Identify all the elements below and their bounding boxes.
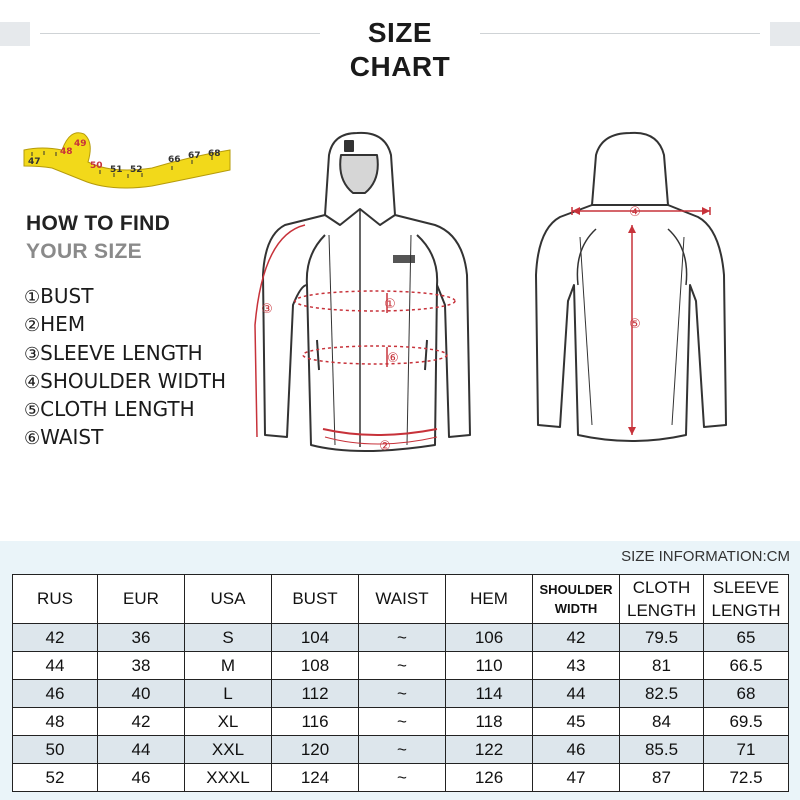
jacket-back-diagram: [520, 125, 760, 455]
table-cell: 48: [13, 708, 98, 736]
table-cell: 36: [98, 624, 185, 652]
table-body: [13, 624, 789, 792]
table-cell: XXXL: [185, 764, 272, 792]
table-cell: 66.5: [704, 652, 789, 680]
table-cell: 38: [98, 652, 185, 680]
table-cell: 52: [13, 764, 98, 792]
table-cell: ~: [359, 624, 446, 652]
jacket-front-diagram: [245, 125, 475, 470]
measurement-label: HEM: [40, 312, 86, 337]
measurement-mark: ③: [24, 343, 41, 365]
measurement-mark: ⑤: [24, 400, 41, 422]
table-cell: 40: [98, 680, 185, 708]
measurement-mark: ⑥: [24, 428, 41, 450]
page-title: SIZE CHART: [325, 16, 475, 50]
measurement-item-sleeve-length: [24, 340, 226, 368]
table-cell: 120: [272, 736, 359, 764]
table-cell: 42: [98, 708, 185, 736]
guide-subheading: YOUR SIZE: [26, 240, 142, 263]
table-cell: 85.5: [620, 736, 704, 764]
measurement-item-bust: [24, 283, 226, 311]
measurement-label: BUST: [40, 284, 94, 308]
table-cell: 116: [272, 708, 359, 736]
measurement-item-shoulder-width: [24, 368, 226, 396]
table-cell: 87: [620, 764, 704, 792]
tape-number: 47: [28, 157, 41, 167]
tape-number: 66: [168, 155, 181, 165]
table-cell: 69.5: [704, 708, 789, 736]
table-cell: ~: [359, 708, 446, 736]
table-cell: ~: [359, 680, 446, 708]
measurement-item-waist: [24, 424, 226, 452]
table-cell: 42: [533, 624, 620, 652]
table-cell: 81: [620, 652, 704, 680]
table-cell: 47: [533, 764, 620, 792]
mark-cloth-length: ⑤: [629, 317, 641, 332]
measurement-label: CLOTH LENGTH: [40, 397, 195, 422]
table-cell: 50: [13, 736, 98, 764]
measurement-item-cloth-length: [24, 396, 226, 424]
table-cell: L: [185, 680, 272, 708]
size-table: [12, 574, 789, 792]
table-cell: 44: [98, 736, 185, 764]
measurement-label: WAIST: [40, 425, 104, 450]
column-header-shoulder-width: SHOULDER WIDTH: [533, 575, 620, 624]
table-cell: 42: [13, 624, 98, 652]
tape-number: 51: [110, 165, 123, 175]
table-cell: 108: [272, 652, 359, 680]
table-cell: XL: [185, 708, 272, 736]
tape-number: 67: [188, 151, 201, 161]
measurement-label: SHOULDER WIDTH: [40, 368, 227, 393]
tape-number: 48: [60, 147, 73, 157]
column-header-usa: USA: [185, 575, 272, 624]
table-cell: 118: [446, 708, 533, 736]
table-row: [13, 652, 789, 680]
table-cell: 114: [446, 680, 533, 708]
column-header-sleeve-length: SLEEVE LENGTH: [704, 575, 789, 624]
table-cell: 72.5: [704, 764, 789, 792]
table-cell: 44: [533, 680, 620, 708]
tape-number: 50: [90, 161, 103, 171]
table-cell: 79.5: [620, 624, 704, 652]
table-cell: XXL: [185, 736, 272, 764]
table-row: [13, 708, 789, 736]
table-cell: 104: [272, 624, 359, 652]
table-cell: 45: [533, 708, 620, 736]
table-cell: 65: [704, 624, 789, 652]
table-cell: M: [185, 652, 272, 680]
guide-heading: HOW TO FIND: [26, 212, 171, 235]
measurement-mark: ②: [24, 315, 41, 337]
table-cell: ~: [359, 652, 446, 680]
table-cell: 110: [446, 652, 533, 680]
table-cell: ~: [359, 764, 446, 792]
tape-number: 52: [130, 165, 143, 175]
table-cell: 112: [272, 680, 359, 708]
column-header-hem: HEM: [446, 575, 533, 624]
table-row: [13, 736, 789, 764]
tape-number: 68: [208, 149, 221, 159]
table-cell: 126: [446, 764, 533, 792]
measurement-item-hem: [24, 311, 226, 339]
mark-bust: ①: [384, 297, 396, 312]
measurement-mark: ①: [24, 287, 41, 308]
header-rule-left: [40, 33, 320, 34]
table-cell: 82.5: [620, 680, 704, 708]
table-cell: 71: [704, 736, 789, 764]
table-cell: 122: [446, 736, 533, 764]
table-cell: ~: [359, 736, 446, 764]
table-cell: 46: [533, 736, 620, 764]
mark-hem: ②: [379, 439, 391, 454]
measurement-mark: ④: [24, 371, 41, 393]
table-row: [13, 624, 789, 652]
column-header-bust: BUST: [272, 575, 359, 624]
table-header-row: [13, 575, 789, 624]
measurement-label: SLEEVE LENGTH: [40, 340, 203, 365]
column-header-cloth-length: CLOTH LENGTH: [620, 575, 704, 624]
table-row: [13, 764, 789, 792]
table-cell: 84: [620, 708, 704, 736]
column-header-eur: EUR: [98, 575, 185, 624]
measuring-tape-icon: [22, 120, 232, 195]
column-header-waist: WAIST: [359, 575, 446, 624]
table-cell: 68: [704, 680, 789, 708]
measurement-list: [24, 283, 226, 453]
table-row: [13, 680, 789, 708]
table-cell: 44: [13, 652, 98, 680]
header-rule-right: [480, 33, 760, 34]
tape-number: 49: [74, 139, 87, 149]
header-block-right: [770, 22, 800, 46]
mark-waist: ⑥: [387, 351, 399, 366]
mark-shoulder: ④: [629, 205, 641, 220]
table-cell: 124: [272, 764, 359, 792]
table-cell: 106: [446, 624, 533, 652]
size-info-note: SIZE INFORMATION:CM: [621, 548, 790, 565]
table-cell: S: [185, 624, 272, 652]
column-header-rus: RUS: [13, 575, 98, 624]
table-cell: 46: [13, 680, 98, 708]
table-cell: 43: [533, 652, 620, 680]
table-cell: 46: [98, 764, 185, 792]
mark-sleeve: ③: [261, 302, 273, 317]
header-block-left: [0, 22, 30, 46]
